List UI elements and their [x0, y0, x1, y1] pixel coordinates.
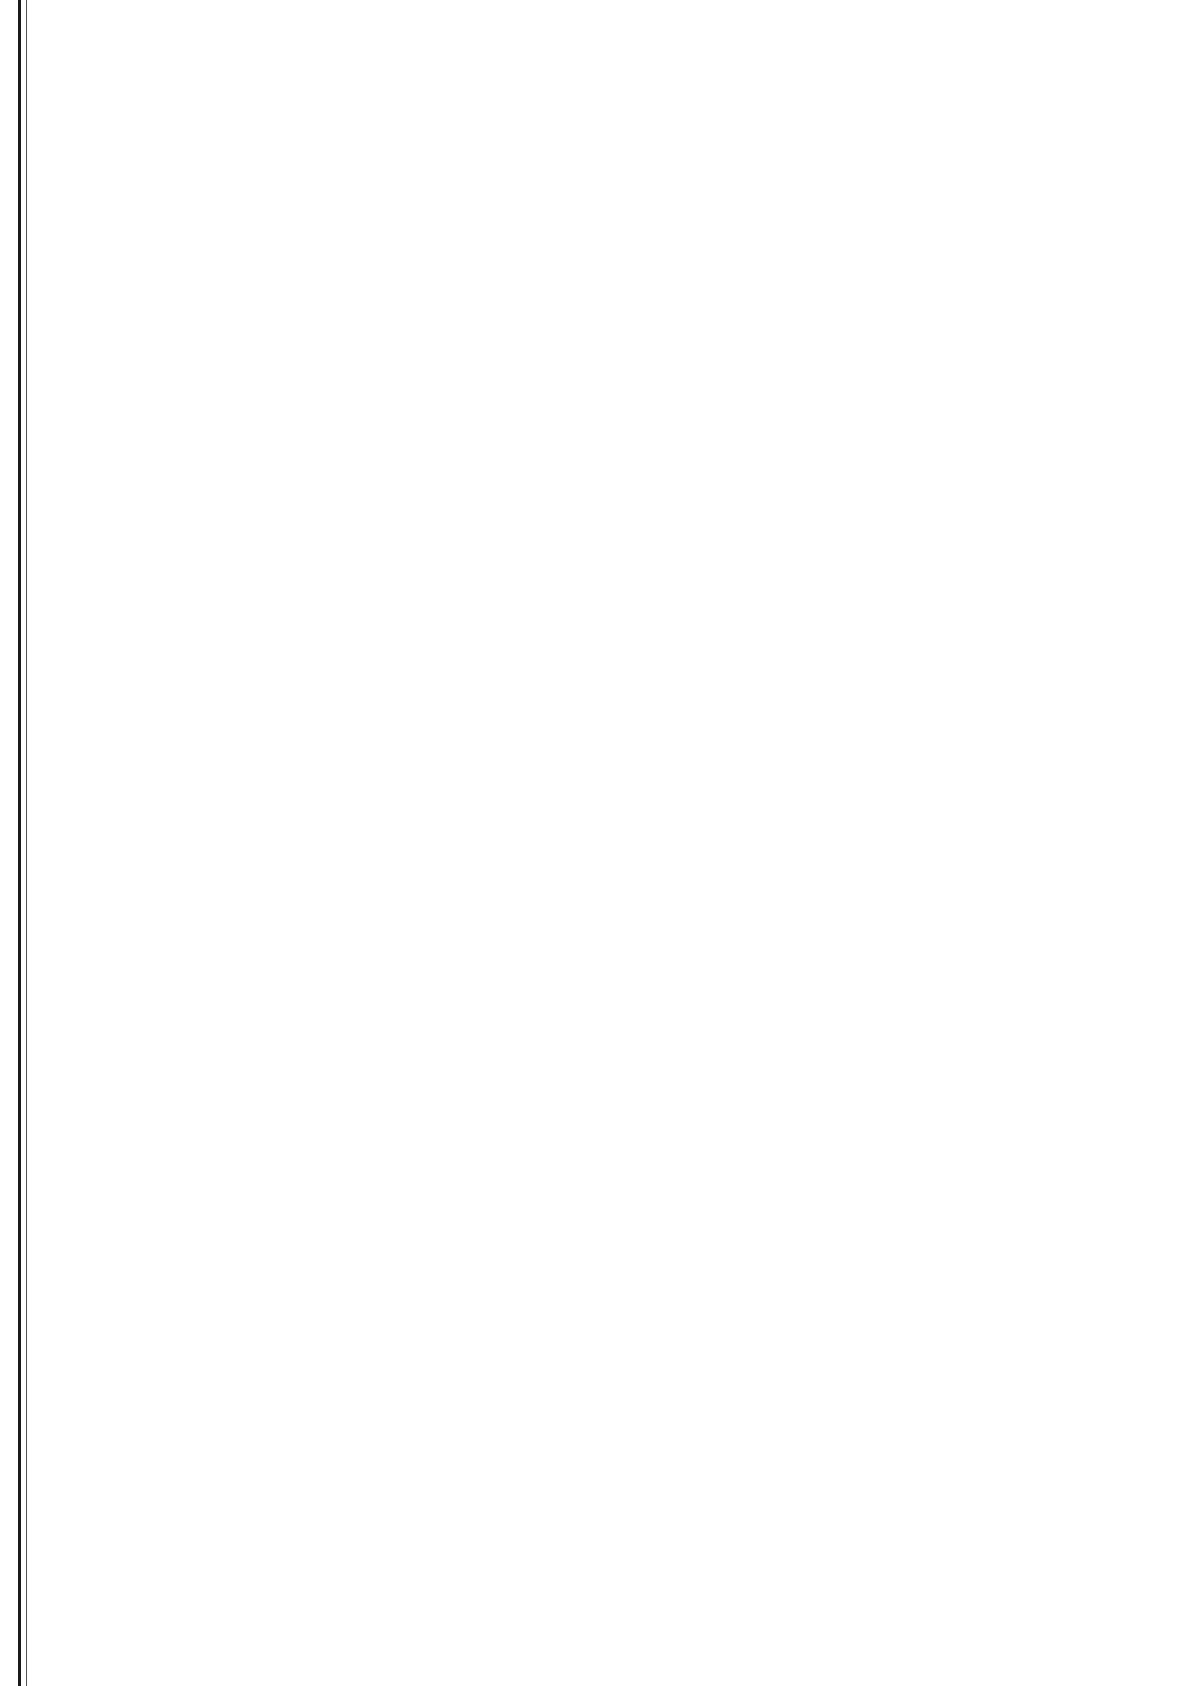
page-binding-edge-inner — [26, 0, 27, 1686]
tariff-table — [166, 119, 1185, 1410]
page-binding-edge — [18, 0, 21, 1686]
tariff-table-body — [166, 119, 1185, 1410]
